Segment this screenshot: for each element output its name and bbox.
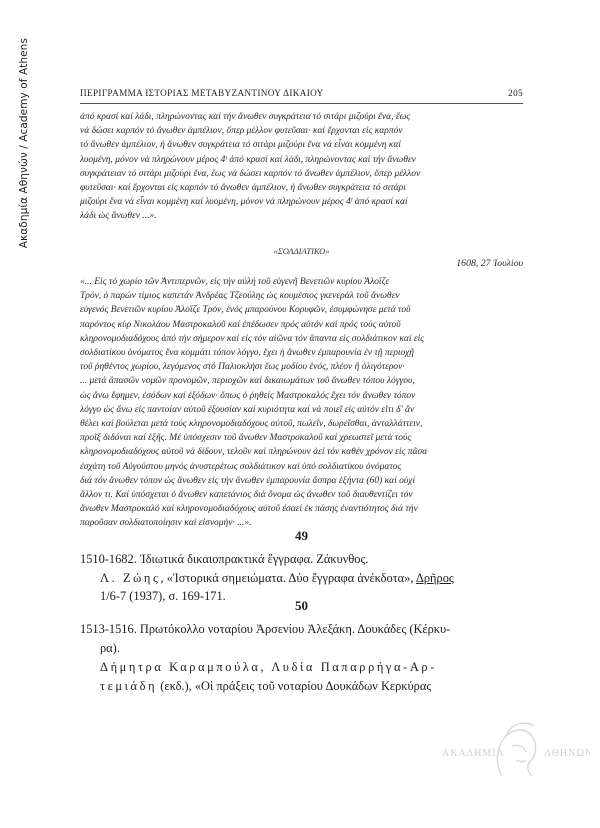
entry-49-author: Λ. Ζώης [100, 571, 161, 585]
text-line: ἀπό κρασί καί λάδι, πληρώνοντας καί τήν ἄνωθεν συγκράτεια τό σιτάρι μιζούρι ἕνα, ἕως [80, 112, 411, 122]
text-line: Τρόν, ὁ παρών τίμιος καπετάν Ἀνδρέας Τζεούλης ὡς κουμέσιος γκενεράλ τοῦ ἄνωθεν [80, 291, 400, 302]
entry-49-title: 1510-1682. Ἰδιωτικά δικαιοπρακτικά ἔγγραφα. Ζάκυνθος. [80, 552, 369, 566]
entry-49-journal: Δρῆρος [415, 571, 454, 585]
entry-49-citation-text: , «Ἱστορικά σημειώματα. Δύο ἔγγραφα ἀνέκδοτα», [160, 571, 416, 585]
text-line: «... Εἰς τό χωρίο τῶν Ἀντιπερνῶν, εἰς τήν αὐλή τοῦ εὐγενῆ Βενετιῶν κυρίου Ἀλοΐζε [80, 277, 390, 287]
text-line: εὐγενός Βενετιῶν κυρίου Ἀλοΐζε Τρόν, ἑνός μπαρούνου Κορυφῶν, ἐσυμφώνησε μετά τοῦ [80, 305, 411, 316]
entry-49-citation [100, 571, 454, 586]
athena-head-icon [440, 716, 590, 786]
quote-block-2 [80, 275, 523, 531]
document-subheading: «ΣΟΛΔΙΑΤΙΚΟ» [273, 246, 330, 256]
page-number: 205 [508, 88, 523, 98]
header-rule [80, 103, 523, 104]
text-line: τό ἄνωθεν ἀμπέλιον, ἡ ἄνωθεν συγκράτεια τό σιτάρι μιζούρι ἕνα νά εἶναι κομμένη καί [80, 140, 401, 151]
entry-50-title: 1513-1516. Πρωτόκολλο νοταρίου Ἀρσενίου Ἀλεξάκη. Δουκάδες (Κέρκυ- [80, 622, 451, 636]
text-line: λάδι ὡς ἄνωθεν ...». [80, 211, 157, 222]
text-line: παροῦσαν σολδιατοποίησιν καί εἰσνομήν· ...». [80, 518, 252, 529]
text-line: ἄλλον τι. Καί ὑπόσχεται ὁ ἄνωθεν καπετάνιος διά ὄνομα ὡς ἄνωθεν τοῦ διαυθεντίζει τόν [80, 490, 413, 501]
running-title: ΠΕΡΙΓΡΑΜΜΑ ΙΣΤΟΡΙΑΣ ΜΕΤΑΒΥΖΑΝΤΙΝΟΥ ΔΙΚΑΙΟΥ [80, 88, 324, 98]
text-line: διά τόν ἄνωθεν τόπον ὡς ἄνωθεν εἰς τήν ἄνωθεν ἐμπαρουνία ἄσπρα ἑξήντα (60) καί οὐχί [80, 475, 416, 486]
text-line: θέλει καί βούλεται μετά τούς κληρονομοδιαδόχους αὐτοῦ, πωλεῖν, δωρεῖσθαι, ἀνταλλάττειν, [80, 419, 423, 430]
entry-50-citation-text: (εκδ.), «Οἱ πράξεις τοῦ νοταρίου Δουκάδων Κερκύρας [157, 679, 432, 693]
entry-number-49: 49 [295, 528, 308, 543]
text-line: λυομένη, μόνον νά πληρώνουν μέρος 4ᵗ ἀπό κρασί καί λάδι, πληρώνοντας καί τήν ἄνωθεν [80, 154, 416, 165]
text-line: κληρονομοδιαδόχους ἀπό τήν σήμερον καί εἰς τόν αἰῶνα τόν ἅπαντα εἰς σολδιάτικον καί εἰς [80, 333, 425, 344]
text-line: παρόντος κὺρ Νικολάου Μαστροκαλοῦ καί ἐπέδωσεν πρός αὐτόν καί πρός τούς αὐτοῦ [80, 319, 401, 330]
quote-block-1 [80, 110, 523, 224]
academy-side-stamp: Ακαδημία Αθηνών / Academy of Athens [18, 38, 30, 249]
watermark-left-text: ΑΚΑΔΗΜΙΑ [442, 748, 505, 759]
entry-number-50: 50 [295, 598, 308, 613]
entry-50-citation [100, 679, 431, 694]
text-line: νά δώσει καρπόν τό ἄνωθεν ἀμπέλιον, ὅπερ μέλλον φυτεῦσαι· καί ἔρχονται εἰς καρπόν [80, 126, 403, 137]
document-date: 1608, 27 Ἰουλίου [456, 258, 523, 269]
entry-50-authors-cont: τεμιάδη [100, 679, 158, 693]
running-header [80, 88, 523, 98]
text-line: προῖξ διδόναι καί ἑξῆς. Μέ ὑπόσχεσιν τοῦ ἄνωθεν Μαστροκαλοῦ καί χρεωστεῖ μετά τούς [80, 433, 412, 444]
text-line: κληρονομοδιαδόχους αὐτοῦ νά δίδουν, τελοῦν καί πληρώνουν ἀεί τόν καθέν χρόνον εἰς πᾶσα [80, 447, 428, 458]
text-line: ἄνωθεν Μαστροκαλό καί κληρονομοδιαδόχους αὐτοῦ ἐσαεί ἐκ πάσης ἐναντιότητος διά τήν [80, 504, 418, 515]
text-line: λόγγο ὡς ἄνω εἰς παντοίαν αὐτοῦ ἐξουσίαν καί κυριότητα καί νά ποιεῖ εἰς αὐτόν εἴτι δ' ἄν [80, 404, 415, 415]
text-line: μιζούρι ἕνα νά εἶναι κομμένη καί λυομένη, μόνον νά πληρώνουν μέρος 4ᵗ ἀπό κρασί καί [80, 197, 408, 208]
academy-watermark [440, 716, 590, 786]
entry-50-place: ρα). [100, 641, 120, 655]
watermark-right-text: ΑΘΗΝΩΝ [544, 748, 590, 759]
text-line: ἐσχάτη τοῦ Αὐγούστου μηνός ἀνυστερέτως σολδιάτικον καί ὑπό σολδιατίκου ὀνόματος [80, 461, 402, 472]
text-line: ... μετά ἅπασῶν νομῶν προνομῶν, περιοχῶν καί δικαιωμάτων τοῦ ἄνωθεν τόπου λόγγου, [80, 376, 415, 387]
text-line: φυτεῦσαι· καί ἔρχονται εἰς καρπόν τό ἄνωθεν ἀμπέλιον, ἡ ἄνωθεν συγκράτεια τό σιτάρι [80, 183, 406, 194]
entry-50-authors: Δήμητρα Καραμπούλα, Λυδία Παπαρρήγα-Αρ- [100, 660, 437, 674]
text-line: σολδιατίκου ὀνόματος ἕνα κομμάτι τόπον λόγγο, ἔχει ἡ ἄνωθεν ἐμπαρουνία ἐν τῇ περιοχῇ [80, 348, 415, 359]
text-line: ὡς ἄνω ἔφημεν, ἐσόδων καί ἐξόδων· ὅπως ὁ ῥηθείς Μαστροκαλός ἔχει τόν ἄνωθεν τόπον [80, 390, 416, 401]
entry-49-pages: 1/6-7 (1937), σ. 169-171. [100, 589, 226, 603]
text-line: τοῦ ῥηθέντος χωρίου, λεγόμενος στό Παλιοκλήσι ἕως μοδίου ἑνός, πλέον ἢ ὀλιγότερον· [80, 362, 405, 373]
text-line: συγκράτειαν τό σιτάρι μιζούρι ἕνα, ἕως νά δώσει καρπόν τό ἄνωθεν ἀμπέλιον, ὅπερ μέλλον [80, 168, 421, 179]
